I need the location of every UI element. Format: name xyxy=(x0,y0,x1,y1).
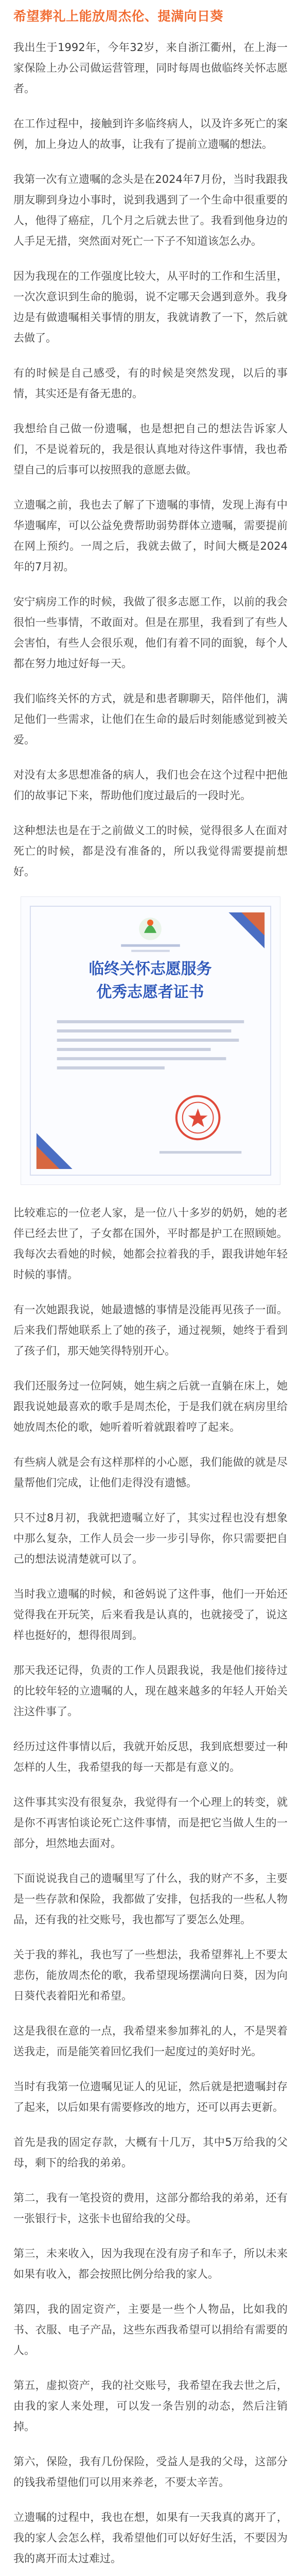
paragraph: 有的时候是自己感受，有的时候是突然发现，以后的事情，其实还是有备无患的。 xyxy=(13,367,288,400)
paragraph: 关于我的葬礼，我也写了一些想法，我希望葬礼上不要太悲伤，能放周杰伦的歌，我希望现场摆满向日葵，因为向日葵代表着阳光和希望。 xyxy=(13,1948,288,2002)
paragraph: 那天我还记得，负责的工作人员跟我说，我是他们接待过的比较年轻的立遗嘱的人，现在越来越多的年轻人开始关注这件事了。 xyxy=(13,1664,288,1718)
paragraph: 这是我很在意的一点，我希望来参加葬礼的人，不是哭着送我走，而是能笑着回忆我们一起度过的美好时光。 xyxy=(13,2025,288,2058)
list-item: 第二，我有一笔投资的费用，这部分都给我的弟弟，还有一张银行卡，这张卡也留给我的父母。 xyxy=(13,2192,288,2225)
paragraph: 经历过这件事情以后，我就开始反思，我到底想要过一种怎样的人生，我希望我的每一天都是有意义的。 xyxy=(13,1740,288,1773)
paragraph: 在工作过程中，接触到许多临终病人，以及许多死亡的案例，加上身边人的故事，让我有了提前立遗嘱的想法。 xyxy=(13,117,288,150)
list-item: 第四，我的固定资产，主要是一些个人物品，比如我的书、衣服、电子产品，这些东西我希望可以捐给有需要的人。 xyxy=(13,2303,288,2357)
paragraph: 这种想法也是在于之前做义工的时候，觉得很多人在面对死亡的时候，都是没有准备的，所以我觉得需要提前想好。 xyxy=(13,824,288,878)
paragraph: 我第一次有立遗嘱的念头是在2024年7月份，当时我跟我朋友聊到身边小事时，说到我遇到了一个生命中很重要的人，他得了癌症，几个月之后就去世了。我看到他身边的人手足无措，突然面对死亡一下子不知道该怎么办。 xyxy=(13,173,288,247)
list-item: 第三，未来收入，因为我现在没有房子和车子，所以未来如果有收入，都会按照比例分给我的家人。 xyxy=(13,2247,288,2280)
paragraph: 因为我现在的工作强度比较大，从平时的工作和生活里，一次次意识到生命的脆弱，说不定哪天会遇到意外。我身边是有做遗嘱相关事情的朋友，我就请教了一下，然后就去做了。 xyxy=(13,270,288,344)
paragraph: 我出生于1992年，今年32岁，来自浙江衢州，在上海一家保险上办公司做运营管理，同时每周也做临终关怀志愿者。 xyxy=(13,41,288,95)
paragraph: 我们临终关怀的方式，就是和患者聊聊天，陪伴他们，满足他们一些需求，让他们在生命的最后时刻能感觉到被关爱。 xyxy=(13,692,288,746)
paragraph: 有些病人就是会有这样那样的小心愿，我们能做的就是尽量帮他们完成，让他们走得没有遗憾。 xyxy=(13,1456,288,1489)
paragraph: 安宁病房工作的时候，我做了很多志愿工作，以前的我会很怕一些事情，不敢面对。但是在那里，我看到了有些人会害怕，有些人会很乐观，他们有着不同的面貌，每个人都在努力地过好每一天。 xyxy=(13,596,288,670)
paragraph: 比较难忘的一位老人家，是一位八十多岁的奶奶，她的老伴已经去世了，子女都在国外，平时都是护工在照顾她。我每次去看她的时候，她都会拉着我的手，跟我讲她年轻时候的事情。 xyxy=(13,1207,288,1281)
paragraph: 当时有我第一位遗嘱见证人的见证，然后就是把遗嘱封存了起来，以后如果有需要修改的地方，还可以再去更新。 xyxy=(13,2080,288,2113)
paragraph: 我们还服务过一位阿姨，她生病之后就一直躺在床上，她跟我说她最喜欢的歌手是周杰伦，于是我们就在病房里给她放周杰伦的歌，她听着听着就跟着哼了起来。 xyxy=(13,1380,288,1433)
certificate-seal xyxy=(176,1096,220,1140)
certificate-subtitle: 优秀志愿者证书 xyxy=(96,983,204,1002)
paragraph: 只不过8月初，我就把遗嘱立好了，其实过程也没有想象中那么复杂，工作人员会一步一步引导你，你只需要把自己的想法说清楚就可以了。 xyxy=(13,1512,288,1565)
article-title: 希望葬礼上能放周杰伦、提满向日葵 xyxy=(13,9,224,24)
list-item: 第五，虚拟资产，我的社交账号，我希望在我去世之后，由我的家人来处理，可以发一条告别的动态，然后注销掉。 xyxy=(13,2379,288,2433)
paragraph: 有一次她跟我说，她最遗憾的事情是没能再见孩子一面。后来我们帮她联系上了她的孩子，通过视频，她终于看到了孩子们，那天她笑得特别开心。 xyxy=(13,1303,288,1357)
list-item: 第六，保险，我有几份保险，受益人是我的父母，这部分的钱我希望他们可以用来养老，不要太辛苦。 xyxy=(13,2455,288,2488)
paragraph: 当时我立遗嘱的时候，和爸妈说了这件事，他们一开始还觉得我在开玩笑，后来看我是认真的，也就接受了，说这样也挺好的，想得很周到。 xyxy=(13,1588,288,1641)
list-item: 首先是我的固定存款，大概有十几万，其中5万给我的父母，剩下的给我的弟弟。 xyxy=(13,2136,288,2169)
paragraph: 这件事其实没有很复杂，我觉得有一个心理上的转变，就是你不再害怕谈论死亡这件事情，而是把它当做人生的一部分，坦然地去面对。 xyxy=(13,1796,288,1850)
paragraph: 我想给自己做一份遗嘱，也是想把自己的想法告诉家人们，不是说着玩的，我是很认真地对待这件事情，我也希望自己的后事可以按照我的意愿去做。 xyxy=(13,422,288,476)
paragraph: 下面说说我自己的遗嘱里写了什么，我的财产不多，主要是一些存款和保险，我都做了安排，包括我的一些私人物品，还有我的社交账号，我也都写了要怎么处理。 xyxy=(13,1872,288,1926)
paragraph: 立遗嘱的过程中，我也在想，如果有一天我真的离开了，我的家人会怎么样，我希望他们可以好好生活，不要因为我的离开而太过难过。 xyxy=(13,2511,288,2565)
certificate-logo xyxy=(139,918,162,940)
paragraph: 对没有太多思想准备的病人，我们也会在这个过程中把他们的故事记下来，帮助他们度过最后的一段时光。 xyxy=(13,769,288,802)
volunteer-certificate-image xyxy=(21,896,280,1185)
paragraph: 立遗嘱之前，我也去了解了下遗嘱的事情，发现上海有中华遗嘱库，可以公益免费帮助弱势群体立遗嘱，需要提前在网上预约。一周之后，我就去做了，时间大概是2024年的7月初。 xyxy=(13,499,288,573)
certificate-title: 临终关怀志愿服务 xyxy=(88,960,212,978)
